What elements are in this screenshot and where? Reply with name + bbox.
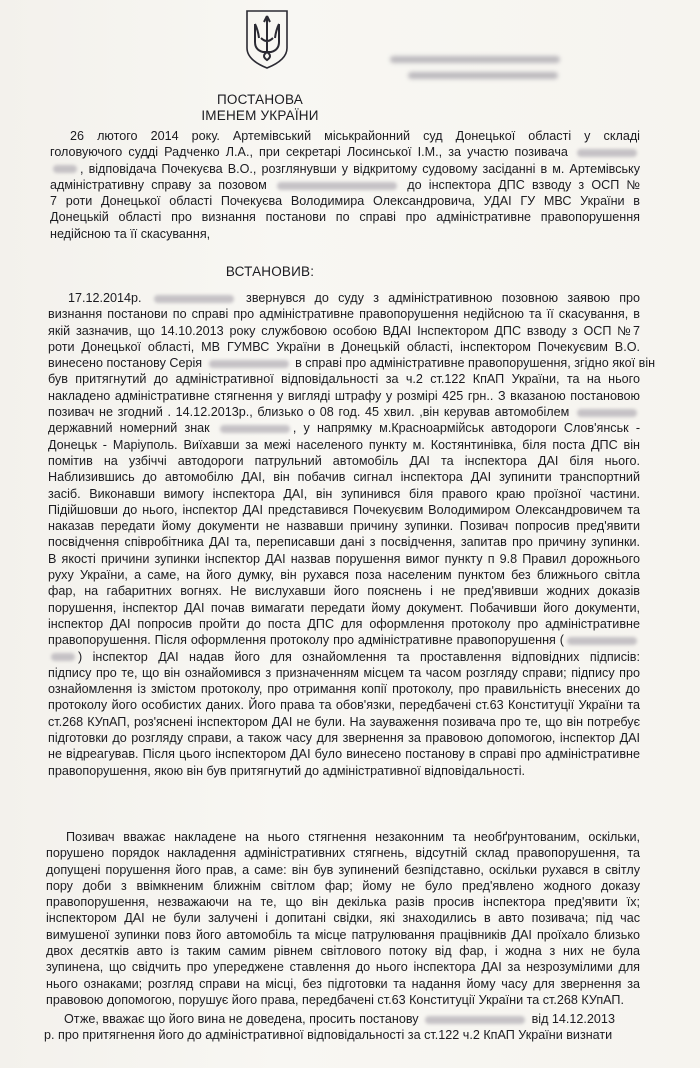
text-line: руху України, а саме, на його думку, він рухався поза населеним пунктом без ближнього світла <box>48 568 640 583</box>
text-line: засіб. Виконавши вимогу інспектора ДАІ, він зупинився біля правого краю проїзної частини. <box>48 486 640 501</box>
text-line: допущені порушення його прав, а саме: він був зупинений безпідставно, оскільки рухався в світлу <box>46 862 640 877</box>
claim-paragraph <box>46 829 640 1008</box>
text-line: нього ознаками; розгляд справи на місці, без підготовки та надання йому часу для звернення за <box>46 976 640 991</box>
text-line: роти Донецької області, МВ ГУМВС України в Донецькій області, інспектором Почекуєвим В.О. <box>48 339 640 354</box>
text-line: Отже, вважає що його вина не доведена, просить постанову від 14.12.2013 <box>64 1012 615 1026</box>
text-line: порушення, інспектор ДАІ почав вимагати передати йому документ. Побачивши його документи, <box>48 600 640 615</box>
document-title: ПОСТАНОВА <box>217 92 303 107</box>
text-line: державний номерний знак , у напрямку м.Красноармійськ автодороги Слов'янськ - <box>48 421 641 436</box>
section-heading: ВСТАНОВИВ: <box>225 264 315 279</box>
text-line: наказав передати йому документи не назвавши причину зупинки. Позивач попросив пред'явити <box>48 519 640 534</box>
text-line: визнання постанови по справі про адміністративне правопорушення недійсною та її скасування, в <box>48 307 640 322</box>
text-line: правопорушення, якою він був притягнутий до адміністративної відповідальності. <box>48 763 526 778</box>
text-line: не відреагував. Після цього інспектором ДАІ було винесено постанову в справі про адміністративне <box>48 747 640 762</box>
trident-coat-of-arms-icon <box>243 8 291 70</box>
text-line: якій зазначив, що 14.10.2013 року службовою особою ВДАІ Інспектором ДПС взводу з ОСП №7 <box>48 323 640 338</box>
text-line: Донецьк - Маріуполь. Виїхавши за межі населеного пункту м. Костянтинівка, біля поста ДПС він <box>48 437 640 452</box>
text-line: головуючого судді Радченко Л.А., при секретарі Лосинської І.М., за участю позивача <box>50 144 640 160</box>
text-line: винесено постанову Серія в справі про адміністративне правопорушення, згідно якої він <box>48 356 656 371</box>
document-subtitle: ІМЕНЕМ УКРАЇНИ <box>201 108 319 123</box>
text-line: інспектором ДАІ не були залучені і допитані свідки, які знаходились в авто позивача; під час <box>46 911 640 926</box>
intro-paragraph <box>50 128 640 242</box>
text-line: 7 роти Донецької області Почекуєва Володимира Олександровича, УДАІ ГУ МВС України в <box>50 194 640 209</box>
text-line: , відповідача Почекуєва В.О., розглянувши у відкритому судовому засіданні в м. Артемівську <box>50 161 640 177</box>
text-line: зупинена, що свідчить про упереджене ставлення до нього інспектора ДАІ за незрозумілими для <box>46 960 640 975</box>
text-line: ) інспектор ДАІ надав його для ознайомлення та проставлення відповідних підписів: <box>48 649 640 665</box>
text-line: помітив на узбіччі автодороги патрульний автомобіль ДАІ та інспектора ДАІ біля нього. <box>48 453 640 468</box>
text-line: р. про притягнення його до адміністративної відповідальності за ст.122 ч.2 КпАП України визнати <box>44 1028 613 1043</box>
text-line: ознайомлення із змістом протоколу, про отримання копії протоколу, про правильність внесених до <box>48 682 640 697</box>
text-line: протоколу його особистих даних. Його права та обов'язки, передбачені ст.63 Конституції України та <box>48 698 640 713</box>
text-line: правопорушення. Після оформлення протоколу про адміністративне правопорушення ( <box>48 632 640 648</box>
text-line: 17.12.2014р. звернувся до суду з адміністративною позовною заявою про <box>68 291 641 305</box>
text-line: правопорушення, незважаючи на те, що він декілька разів просив інспектора пред'явити їх; <box>46 895 640 910</box>
text-line: інспектор ДАІ попросив пройти до поста ДПС для оформлення протоколу про адміністративне <box>48 616 640 631</box>
text-line: накладено адміністративне стягнення у вигляді штрафу у розмірі 425 грн.. З вказаною постановою <box>48 388 640 403</box>
text-line: недійсною та її скасування, <box>50 226 211 241</box>
text-line: правовою допомогою, порушує його права, передбачені ст.63 Конституції України та ст.268 КУпАП. <box>46 992 624 1007</box>
text-line: вимушеної зупинки повз його автомобіль та місце патрулювання працівників ДАІ проїхало близько <box>46 927 640 942</box>
text-line: двох десятків авто із таким самим рівнем світлового потоку від фар, і жодна з них не була <box>46 944 640 959</box>
text-line: порушено порядок накладення адміністративних стягнень, відсутній склад правопорушення, та <box>46 846 640 861</box>
request-paragraph <box>44 1011 615 1044</box>
text-line: В якості причини зупинки інспектор ДАІ назвав порушення вимог пункту п 9.8 Правил дорожнього <box>48 551 640 566</box>
text-line: пору доби з ввімкненим ближнім світлом фар; йому не було пред'явлено жодного доказу <box>46 878 640 893</box>
text-line: адміністративну справу за позовом до інспектора ДПС взводу з ОСП № <box>50 177 641 192</box>
text-line: Наблизившись до автомобілю ДАІ, він побачив сигнал інспектора ДАІ зупинити транспортний <box>48 470 640 485</box>
text-line: Позивач вважає накладене на нього стягнення незаконним та необґрунтованим, оскільки, <box>66 830 640 844</box>
text-line: позивач не згодний . 14.12.2013р., близько о 08 год. 45 хвил. ,він керував автомобілем <box>48 404 640 420</box>
text-line: був притягнутий до адміністративної відповідальності за ч.2 ст.122 КпАП України, та на нього <box>48 372 640 387</box>
text-line: підготовки до розгляду справи, а також часу для звернення за правовою допомогою, інспектор ДАІ <box>48 731 640 746</box>
text-line: підпису про те, що він ознайомився з призначенням місцем та часом розгляду справи; підпису про <box>48 665 640 680</box>
redacted-case-number <box>390 56 590 88</box>
text-line: Донецькій області про визнання постанови по справі про адміністративне правопорушення <box>50 210 640 225</box>
established-paragraph <box>48 290 656 779</box>
text-line: ст.268 КУпАП, роз'яснені інспектором ДАІ не були. На зауваження позивача про те, що він потребує <box>48 714 640 729</box>
text-line: 26 лютого 2014 року. Артемівський міськрайонний суд Донецької області у складі <box>70 129 640 143</box>
text-line: фар, на габаритних вогнях. Не вислухавши його пояснень і не пред'явивши жодних доказів <box>48 584 640 599</box>
text-line: Підійшовши до нього, інспектор ДАІ представився Почекуєвим Володимиром Олександровичем та <box>48 502 640 517</box>
text-line: посвідчення співробітника ДАІ та, переписавши дані з посвідчення, запитав про причину зупинки. <box>48 535 640 550</box>
